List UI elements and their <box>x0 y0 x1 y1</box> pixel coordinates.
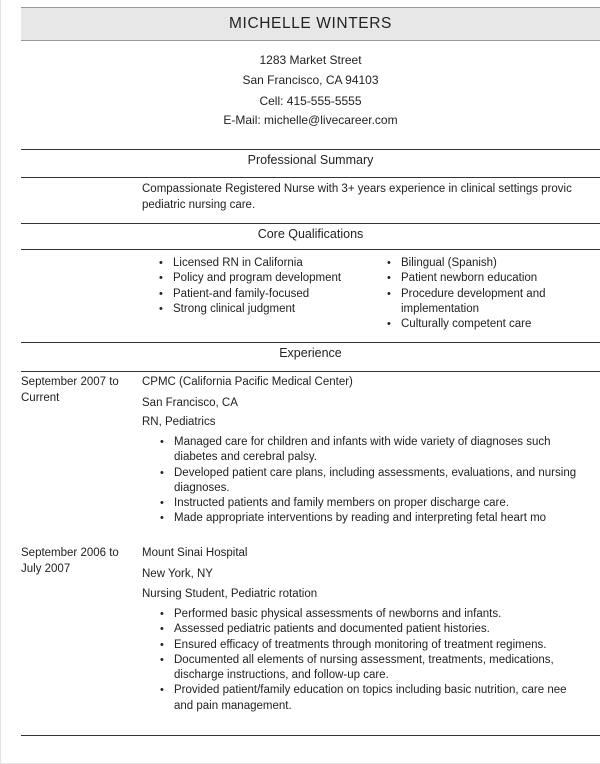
qualifications-right-list <box>387 256 587 332</box>
duty-line: discharge instructions, and follow-up care. <box>174 669 389 682</box>
duty-line: • Assessed pediatric patients and documented patient histories. <box>174 623 490 636</box>
duty-item <box>160 466 600 497</box>
job-date-line: Current <box>21 391 60 404</box>
duty-item <box>160 622 600 637</box>
duty-line: diabetes and cerebral palsy. <box>174 451 317 464</box>
job-location: New York, NY <box>142 568 213 580</box>
duty-item <box>160 496 600 511</box>
duty-item <box>160 607 600 622</box>
duty-line: diagnoses. <box>174 481 230 494</box>
list-item: • Patient newborn education <box>387 271 587 286</box>
duty-line: • Managed care for children and infants with wide variety of diagnoses such <box>174 436 551 448</box>
job-date-line: September 2007 to <box>21 376 119 388</box>
list-item: • Policy and program development <box>159 271 379 286</box>
divider <box>21 342 600 343</box>
job-duties <box>160 607 600 714</box>
job-dates <box>21 546 139 577</box>
qualifications-left-list <box>159 256 379 317</box>
qualifications-heading: Core Qualifications <box>257 227 364 241</box>
summary-text <box>142 181 600 213</box>
duty-line: • Developed patient care plans, including assessments, evaluations, and nursing <box>174 466 577 479</box>
duty-line: • Provided patient/family education on topics including basic nutrition, care nee <box>174 684 567 697</box>
list-item: • Licensed RN in California <box>159 256 379 271</box>
duty-line: • Instructed patients and family members on proper discharge care. <box>174 497 509 510</box>
list-item: • Strong clinical judgment <box>159 302 379 317</box>
duty-item <box>160 683 600 714</box>
list-item: • Culturally competent care <box>387 317 587 332</box>
summary-line: pediatric nursing care. <box>142 199 256 211</box>
job-employer: CPMC (California Pacific Medical Center) <box>142 376 353 388</box>
duty-item <box>160 511 600 526</box>
email: E-Mail: michelle@livecareer.com <box>223 113 398 127</box>
job-date-line: September 2006 to <box>21 547 119 559</box>
divider <box>21 249 600 250</box>
divider <box>21 177 600 178</box>
list-item <box>387 287 587 318</box>
page-left-border <box>0 0 1 764</box>
list-item: • Patient-and family-focused <box>159 287 379 302</box>
duty-item <box>160 435 600 466</box>
duty-line: and pain management. <box>174 699 292 712</box>
divider <box>21 223 600 224</box>
duty-line: • Documented all elements of nursing assessment, treatments, medications, <box>174 653 554 666</box>
job-dates <box>21 375 139 406</box>
address-line-2: San Francisco, CA 94103 <box>242 73 379 87</box>
job-employer: Mount Sinai Hospital <box>142 547 248 559</box>
duty-line: • Made appropriate interventions by reading and interpreting fetal heart mo <box>174 512 547 525</box>
list-item-line: Procedure development and <box>401 287 546 300</box>
experience-heading: Experience <box>279 346 342 360</box>
job-role: RN, Pediatrics <box>142 416 216 428</box>
job-role: Nursing Student, Pediatric rotation <box>142 588 318 600</box>
candidate-name: MICHELLE WINTERS <box>229 15 392 32</box>
duty-line: • Ensured efficacy of treatments through monitoring of treatment regimens. <box>174 638 547 651</box>
job-location: San Francisco, CA <box>142 397 238 409</box>
job-duties <box>160 435 600 527</box>
divider <box>21 149 600 150</box>
address-line-1: 1283 Market Street <box>259 53 362 67</box>
duty-item <box>160 638 600 653</box>
duty-item <box>160 653 600 684</box>
summary-line: Compassionate Registered Nurse with 3+ years experience in clinical settings provic <box>142 183 572 195</box>
summary-heading: Professional Summary <box>247 153 374 167</box>
list-item-line: implementation <box>401 302 479 315</box>
list-item: • Bilingual (Spanish) <box>387 256 587 271</box>
divider <box>21 371 600 372</box>
divider <box>21 735 600 736</box>
duty-line: • Performed basic physical assessments of newborns and infants. <box>174 608 502 620</box>
phone: Cell: 415-555-5555 <box>259 94 362 108</box>
job-date-line: July 2007 <box>21 562 71 575</box>
